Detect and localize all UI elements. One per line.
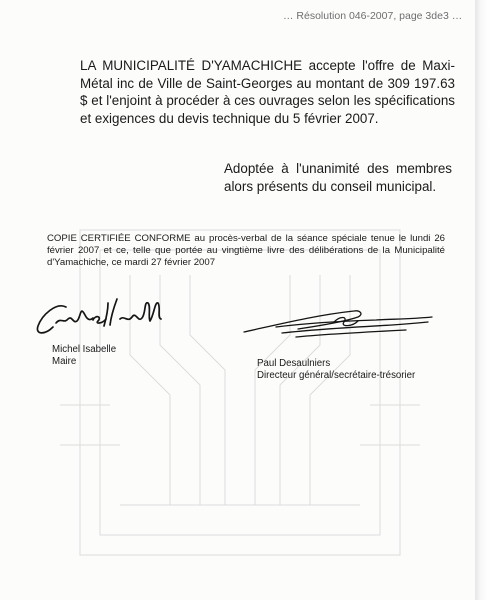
page-reference: … Résolution 046-2007, page 3de3 … (283, 10, 463, 22)
signatory-director (257, 358, 415, 382)
signatory-mayor (52, 344, 116, 368)
mayor-signature (30, 293, 170, 343)
resolution-text: LA MUNICIPALITÉ D'YAMACHICHE accepte l'offre de Maxi-Métal inc de Ville de Saint-Georges au montant de 309 197.63 $ et l'enjoint à procéder à ces ouvrages selon les spécifications et exigences du devis technique du 5 février 2007. (80, 58, 455, 126)
director-signature (236, 302, 438, 342)
signatory-name: Michel Isabelle (52, 344, 117, 355)
signatory-name: Paul Desaulniers (257, 358, 331, 369)
scan-margin (475, 0, 489, 600)
adoption-statement: Adoptée à l'unanimité des membres alors présents du conseil municipal. (224, 161, 452, 194)
signatory-title: Directeur général/secrétaire-trésorier (257, 370, 416, 381)
signatory-title: Maire (52, 356, 77, 367)
certification-statement: COPIE CERTIFIÉE CONFORME au procès-verbal de la séance spéciale tenue le lundi 26 février 2007 et ce, telle que portée au vingtième livre des délibérations de la Municipalité d'Yamachiche, ce mardi 27 février 2007 (47, 233, 445, 269)
